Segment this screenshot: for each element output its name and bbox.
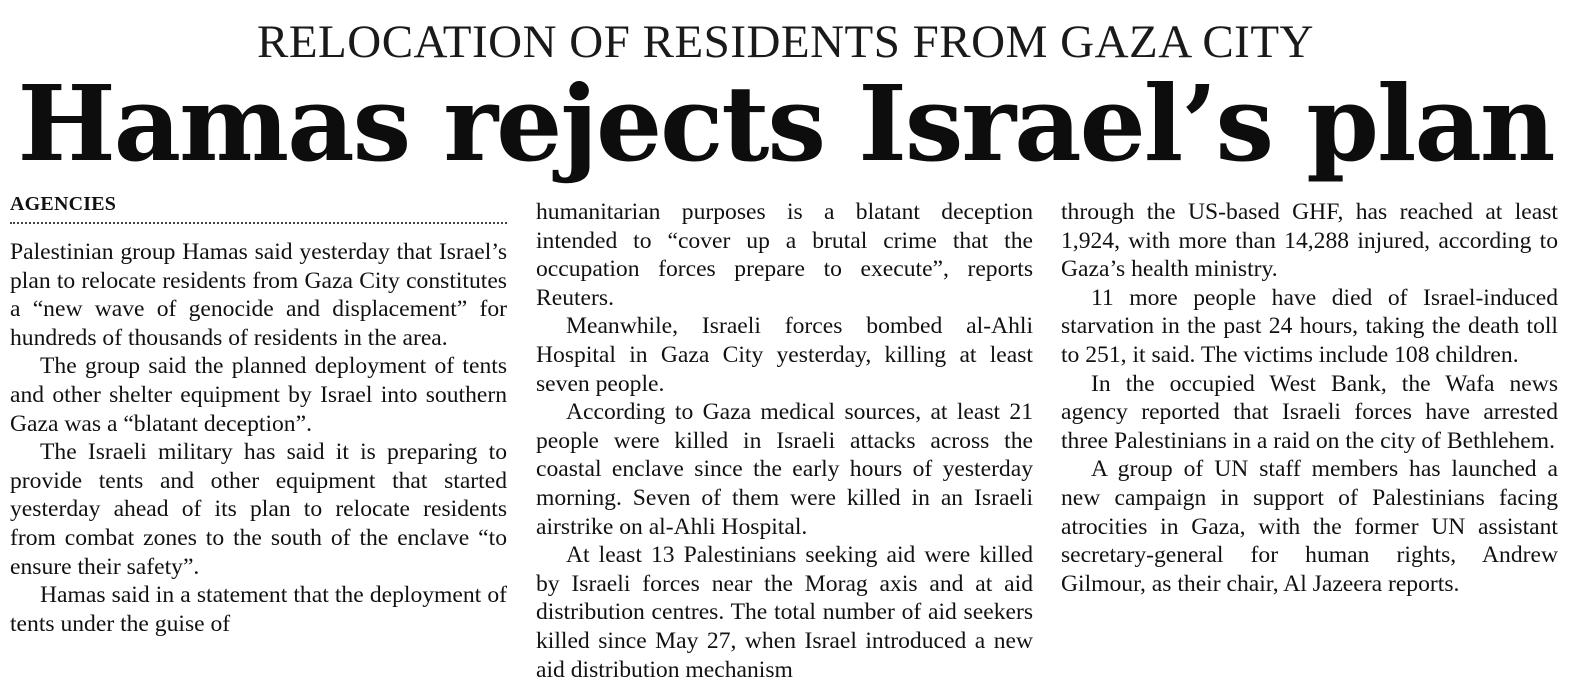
text-column-2 <box>536 198 1033 684</box>
paragraph: Hamas said in a statement that the deployment of tents under the guise of <box>10 582 507 637</box>
text-column-1 <box>10 192 507 638</box>
paragraph: The Israeli military has said it is preparing to provide tents and other equipment that started yesterday ahead of its plan to relocate residents from combat zones to the south of the enclave “to ensure their safety”. <box>10 439 507 580</box>
article-headline: Hamas rejects Israel’s plan <box>17 62 1554 185</box>
paragraph: humanitarian purposes is a blatant deception intended to “cover up a brutal crime that the occupation forces prepare to execute”, reports Reuters. <box>536 199 1033 311</box>
paragraph: through the US-based GHF, has reached at least 1,924, with more than 14,288 injured, according to Gaza’s health ministry. <box>1061 199 1558 283</box>
paragraph: Meanwhile, Israeli forces bombed al-Ahli Hospital in Gaza City yesterday, killing at least seven people. <box>536 313 1033 397</box>
byline: AGENCIES <box>10 192 507 224</box>
article-body <box>10 192 1561 688</box>
paragraph: Palestinian group Hamas said yesterday that Israel’s plan to relocate residents from Gaza City constitutes a “new wave of genocide and displacement” for hundreds of thousands of residents in the area. <box>10 239 507 351</box>
text-column-3 <box>1061 198 1558 598</box>
article-kicker: RELOCATION OF RESIDENTS FROM GAZA CITY <box>257 16 1314 68</box>
paragraph: In the occupied West Bank, the Wafa news agency reported that Israeli forces have arrested three Palestinians in a raid on the city of Bethlehem. <box>1061 370 1558 454</box>
paragraph: According to Gaza medical sources, at least 21 people were killed in Israeli attacks across the coastal enclave since the early hours of yesterday morning. Seven of them were killed in an Israeli airstrike on al-Ahli Hospital. <box>536 399 1033 540</box>
paragraph: 11 more people have died of Israel-induced starvation in the past 24 hours, taking the death toll to 251, it said. The victims include 108 children. <box>1061 284 1558 368</box>
paragraph: A group of UN staff members has launched a new campaign in support of Palestinians facing atrocities in Gaza, with the former UN assistant secretary-general for human rights, Andrew Gilmour, as their chair, Al Jazeera reports. <box>1061 456 1558 597</box>
paragraph: The group said the planned deployment of tents and other shelter equipment by Israel into southern Gaza was a “blatant deception”. <box>10 353 507 437</box>
paragraph: At least 13 Palestinians seeking aid were killed by Israeli forces near the Morag axis and at aid distribution centres. The total number of aid seekers killed since May 27, when Israel introduced a new aid distribution mechanism <box>536 542 1033 683</box>
